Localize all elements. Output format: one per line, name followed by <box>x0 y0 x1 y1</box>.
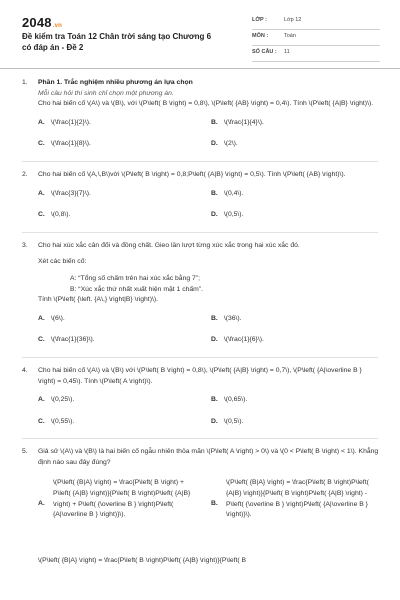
question-ask: Tính \(P\left( {\left. {A\,} \right|B} \right)\). <box>38 296 159 304</box>
option-row <box>38 314 380 325</box>
question-number: 5. <box>22 448 28 456</box>
questions <box>0 78 400 567</box>
option-text: \(\frac{1}{8}\). <box>50 140 91 148</box>
option-text: \(\frac{1}{6}\). <box>223 336 264 344</box>
options <box>38 118 380 150</box>
info-label: LỚP : <box>252 17 267 23</box>
option-row <box>38 335 380 346</box>
option-a[interactable] <box>38 478 203 520</box>
option-c[interactable] <box>38 335 198 346</box>
option-row <box>38 139 380 150</box>
option-d[interactable] <box>211 210 371 221</box>
question-text: Cho hai biến cố \(A\) và \(B\) với \(P\left( B \right) = 0,8\), \(P\left( {A|B} \right) = 0,7\), \(P\left( {A|\overline B } \right) = 0,45\). Tính \(P\left( A \right)\). <box>38 366 362 385</box>
header-divider <box>0 68 400 69</box>
option-text: \(\frac{3}{7}\). <box>50 189 91 197</box>
option-letter: C. <box>38 336 45 344</box>
question-separator <box>22 232 378 233</box>
option-b[interactable] <box>211 478 376 520</box>
option-row <box>38 417 380 428</box>
option-text: \(\frac{1}{2}\). <box>50 118 91 126</box>
option-d[interactable] <box>211 335 371 346</box>
option-row <box>38 189 380 200</box>
option-text: \(0,55\). <box>50 417 75 425</box>
section-note: Mỗi câu hỏi thí sinh chỉ chọn một phương án. <box>38 89 174 97</box>
info-value: 11 <box>284 49 290 55</box>
question-text: Cho hai xúc xắc cân đối và đồng chất. Gieo lần lượt từng xúc xắc trong hai xúc xắc đó. <box>38 241 300 249</box>
exam-info <box>252 14 380 62</box>
question-number: 2. <box>22 170 28 178</box>
options <box>38 395 380 427</box>
option-d[interactable] <box>211 417 371 428</box>
option-letter: C. <box>38 211 45 219</box>
option-c[interactable] <box>38 417 198 428</box>
options <box>38 478 380 556</box>
options <box>38 314 380 346</box>
question-separator <box>22 161 378 162</box>
info-value: Toán <box>284 33 296 39</box>
site-logo[interactable] <box>22 15 62 30</box>
option-text: \(0,4\). <box>223 189 244 197</box>
option-row <box>38 395 380 406</box>
option-d[interactable] <box>211 139 371 150</box>
option-text: \(2\). <box>223 140 238 148</box>
option-a[interactable] <box>38 118 198 129</box>
question-number: 4. <box>22 366 28 374</box>
option-a[interactable] <box>38 314 198 325</box>
logo-main: 2048 <box>22 15 52 30</box>
option-c[interactable] <box>38 210 198 221</box>
question-separator <box>22 438 378 439</box>
option-text: \(\frac{1}{36}\). <box>50 336 95 344</box>
option-letter: B. <box>211 118 218 126</box>
info-label: MÔN : <box>252 33 269 39</box>
option-b[interactable] <box>211 189 371 200</box>
info-value: Lớp 12 <box>284 17 302 23</box>
option-b[interactable] <box>211 395 371 406</box>
option-b[interactable] <box>211 118 371 129</box>
logo-sub: .vn <box>52 23 63 29</box>
header <box>0 0 400 68</box>
option-letter: A. <box>38 314 45 322</box>
option-text: \(0,5\). <box>223 417 244 425</box>
option-letter: D. <box>211 336 218 344</box>
question-5 <box>0 447 400 567</box>
info-row-class <box>252 14 380 30</box>
option-letter: A. <box>38 396 45 404</box>
info-row-count <box>252 46 380 62</box>
option-letter: C. <box>38 417 45 425</box>
option-a[interactable] <box>38 395 198 406</box>
event-a: A: “Tổng số chấm trên hai xúc xắc bằng 7”; <box>70 274 200 282</box>
question-text: Giả sử \(A\) và \(B\) là hai biến cố ngẫu nhiên thỏa mãn \(P\left( A \right) > 0\) và \(0 < P\left( B \right) < 1\). Khẳng định nào sau đây đúng? <box>38 448 379 466</box>
option-letter: C. <box>38 140 45 148</box>
option-letter: A. <box>38 500 45 508</box>
option-text: \(0,65\). <box>223 396 248 404</box>
options <box>38 189 380 221</box>
option-text: \(\frac{1}{4}\). <box>223 118 264 126</box>
section-title: Phần 1. Trắc nghiệm nhiều phương án lựa chọn <box>38 79 193 86</box>
question-2 <box>0 170 400 221</box>
option-letter: D. <box>211 417 218 425</box>
question-number: 1. <box>22 79 28 86</box>
question-number: 3. <box>22 241 28 249</box>
question-sub-intro: Xét các biến cố: <box>38 258 87 266</box>
option-text: \(P\left( {B|A} \right) = \frac{P\left( B \right)P\left( {A|B} \right)}{P\left( B \right)P\left( {A|B} \right) - P\left( {\overline B } \right)P\left( {A|\overline B } \right)}\). <box>226 479 369 519</box>
option-text: \(P\left( {B|A} \right) = \frac{P\left( B \right) + P\left( {A|B} \right)}{P\left( B \right)P\left( {A|B} \right) + P\left( {\overline B } \right)P\left( {A|\overline B } \right)}\). <box>53 479 191 519</box>
option-letter: A. <box>38 189 45 197</box>
option-letter: A. <box>38 118 45 126</box>
option-text: \(0,5\). <box>223 211 244 219</box>
question-text: Cho hai biến cố \(A\) và \(B\), với \(P\left( B \right) = 0,8\), \(P\left( {AB} \right) = 0,4\). Tính \(P\left( {A|B} \right)\). <box>38 100 374 108</box>
question-text: Cho hai biến cố \(A,\,B\)với \(P\left( B \right) = 0,8;P\left( {A|B} \right) = 0,5\). Tính \(P\left( {AB} \right)\). <box>38 170 346 178</box>
option-letter: B. <box>211 314 218 322</box>
next-option-fragment: \(P\left( {B|A} \right) = \frac{P\left( B \right)P\left( {A|B} \right)}{P\left( B <box>38 557 247 565</box>
option-text: \(6\). <box>50 314 65 322</box>
option-letter: D. <box>211 140 218 148</box>
question-1 <box>0 78 400 150</box>
option-a[interactable] <box>38 189 198 200</box>
option-b[interactable] <box>211 314 371 325</box>
question-4 <box>0 366 400 427</box>
option-letter: D. <box>211 211 218 219</box>
question-separator <box>22 357 378 358</box>
info-label: SỐ CÂU : <box>252 49 277 55</box>
question-3 <box>0 241 400 346</box>
event-b: B: “Xúc xắc thứ nhất xuất hiện mặt 1 chấm”. <box>70 285 203 293</box>
exam-title: Đề kiểm tra Toán 12 Chân trời sáng tạo Chương 6 có đáp án - Đề 2 <box>22 32 212 52</box>
option-c[interactable] <box>38 139 198 150</box>
option-row <box>38 118 380 129</box>
option-text: \(36\). <box>223 314 242 322</box>
info-row-subject <box>252 30 380 46</box>
option-letter: B. <box>211 500 218 508</box>
option-row <box>38 210 380 221</box>
option-letter: B. <box>211 189 218 197</box>
option-letter: B. <box>211 396 218 404</box>
option-text: \(0,8\). <box>50 211 71 219</box>
option-text: \(0,25\). <box>50 396 75 404</box>
